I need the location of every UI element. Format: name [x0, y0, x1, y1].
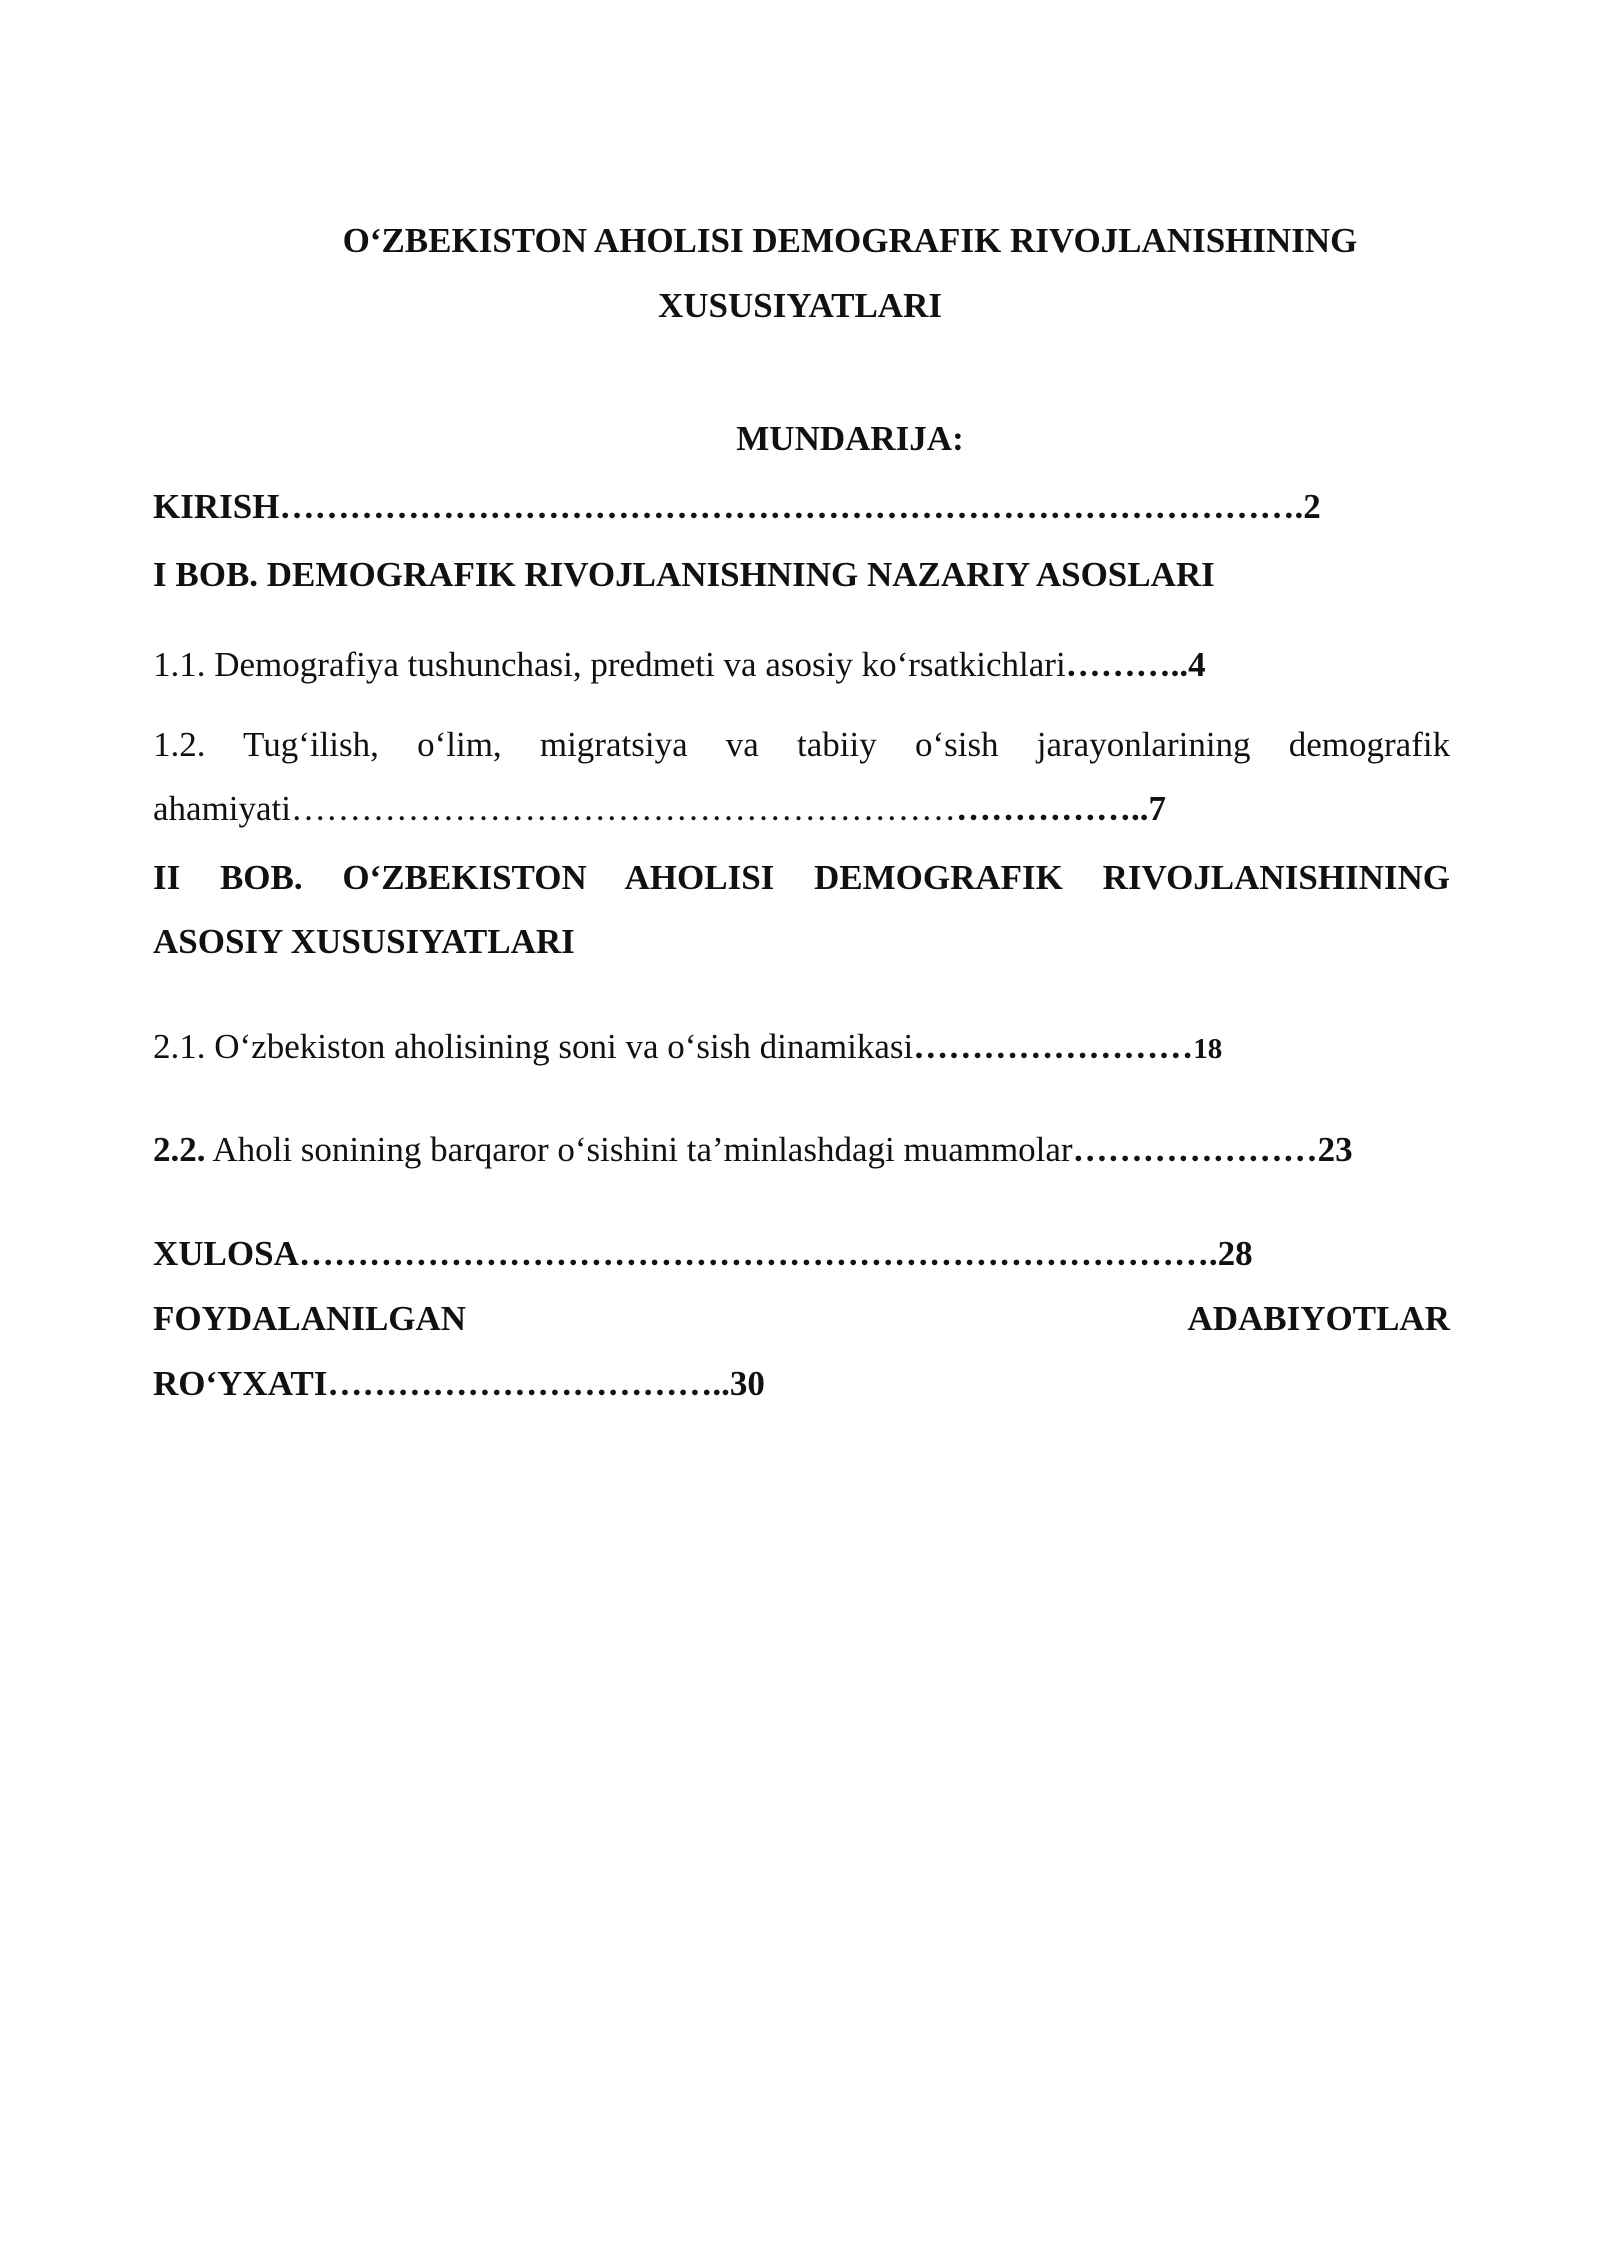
toc-leader-dots-bold: …………….. — [956, 789, 1149, 828]
toc-leader-dots: …………………………….. — [327, 1364, 730, 1403]
toc-leader-dots: ……………………………………………………………………………. — [279, 487, 1304, 526]
toc-word: FOYDALANILGAN — [153, 1299, 467, 1338]
toc-word: AHOLISI — [624, 858, 775, 897]
toc-entry-1-2-line-2 — [153, 787, 1450, 831]
document-title-line-2: XUSUSIYATLARI — [658, 286, 942, 325]
toc-entry-2-1 — [153, 1025, 1450, 1071]
toc-leader-dots: ……….. — [1065, 645, 1189, 684]
toc-word: Tug‘ilish, — [243, 725, 379, 764]
toc-leader-dots: ………………… — [1072, 1130, 1318, 1169]
document-title-line-1: O‘ZBEKISTON AHOLISI DEMOGRAFIK RIVOJLANISHINING — [342, 221, 1358, 260]
toc-entry-label: 2.1. O‘zbekiston aholisining soni va o‘sish dinamikasi — [153, 1027, 914, 1066]
toc-word: BOB. — [219, 858, 303, 897]
contents-heading: MUNDARIJA: — [736, 419, 964, 458]
toc-leader-dots: ……………………………………………………………………. — [298, 1234, 1218, 1273]
toc-word: migratsiya — [539, 725, 688, 764]
toc-entry-adabiyotlar-line-2 — [153, 1362, 1450, 1406]
toc-entry-1-1 — [153, 643, 1450, 687]
toc-word: 1.2. — [153, 725, 206, 764]
toc-word: II — [153, 858, 181, 897]
toc-word: DEMOGRAFIK — [814, 858, 1063, 897]
toc-page-number: 2 — [1303, 487, 1321, 526]
toc-entry-label: Aholi sonining barqaror o‘sishini ta’minlashdagi muammolar — [205, 1130, 1073, 1169]
toc-entry-label: XULOSA — [153, 1234, 299, 1273]
toc-chapter-2-line-1 — [153, 856, 1450, 900]
toc-word: va — [725, 725, 759, 764]
toc-word: demografik — [1288, 725, 1451, 764]
toc-word: O‘ZBEKISTON — [342, 858, 587, 897]
toc-word: jarayonlarining — [1036, 725, 1251, 764]
toc-entry-label: KIRISH — [153, 487, 280, 526]
toc-word: ADABIYOTLAR — [1187, 1299, 1450, 1338]
toc-page-number: 4 — [1188, 645, 1206, 684]
toc-leader-dots: …………………… — [913, 1027, 1194, 1066]
toc-entry-2-2 — [153, 1128, 1450, 1172]
toc-entry-kirish — [153, 485, 1450, 529]
toc-chapter-2-line-2: ASOSIY XUSUSIYATLARI — [153, 922, 575, 961]
toc-entry-xulosa — [153, 1232, 1450, 1276]
toc-entry-label: RO‘YXATI — [153, 1364, 328, 1403]
toc-page-number: 18 — [1193, 1033, 1223, 1065]
toc-entry-adabiyotlar-line-1 — [153, 1297, 1450, 1341]
toc-entry-label: ahamiyati — [153, 789, 292, 828]
toc-chapter-1: I BOB. DEMOGRAFIK RIVOJLANISHNING NAZARIY ASOSLARI — [153, 555, 1215, 594]
toc-entry-1-2-line-1 — [153, 723, 1450, 767]
toc-entry-label: 1.1. Demografiya tushunchasi, predmeti va asosiy ko‘rsatkichlari — [153, 645, 1066, 684]
toc-word: RIVOJLANISHINING — [1102, 858, 1451, 897]
toc-page-number: 28 — [1217, 1234, 1253, 1273]
toc-page-number: 7 — [1148, 789, 1167, 828]
toc-page-number: 30 — [729, 1364, 765, 1403]
toc-leader-dots: ………………………………………………… — [291, 789, 957, 828]
toc-word: o‘sish — [914, 725, 999, 764]
toc-entry-number: 2.2. — [153, 1130, 206, 1169]
toc-word: o‘lim, — [417, 725, 502, 764]
toc-page-number: 23 — [1317, 1130, 1353, 1169]
toc-word: tabiiy — [797, 725, 877, 764]
